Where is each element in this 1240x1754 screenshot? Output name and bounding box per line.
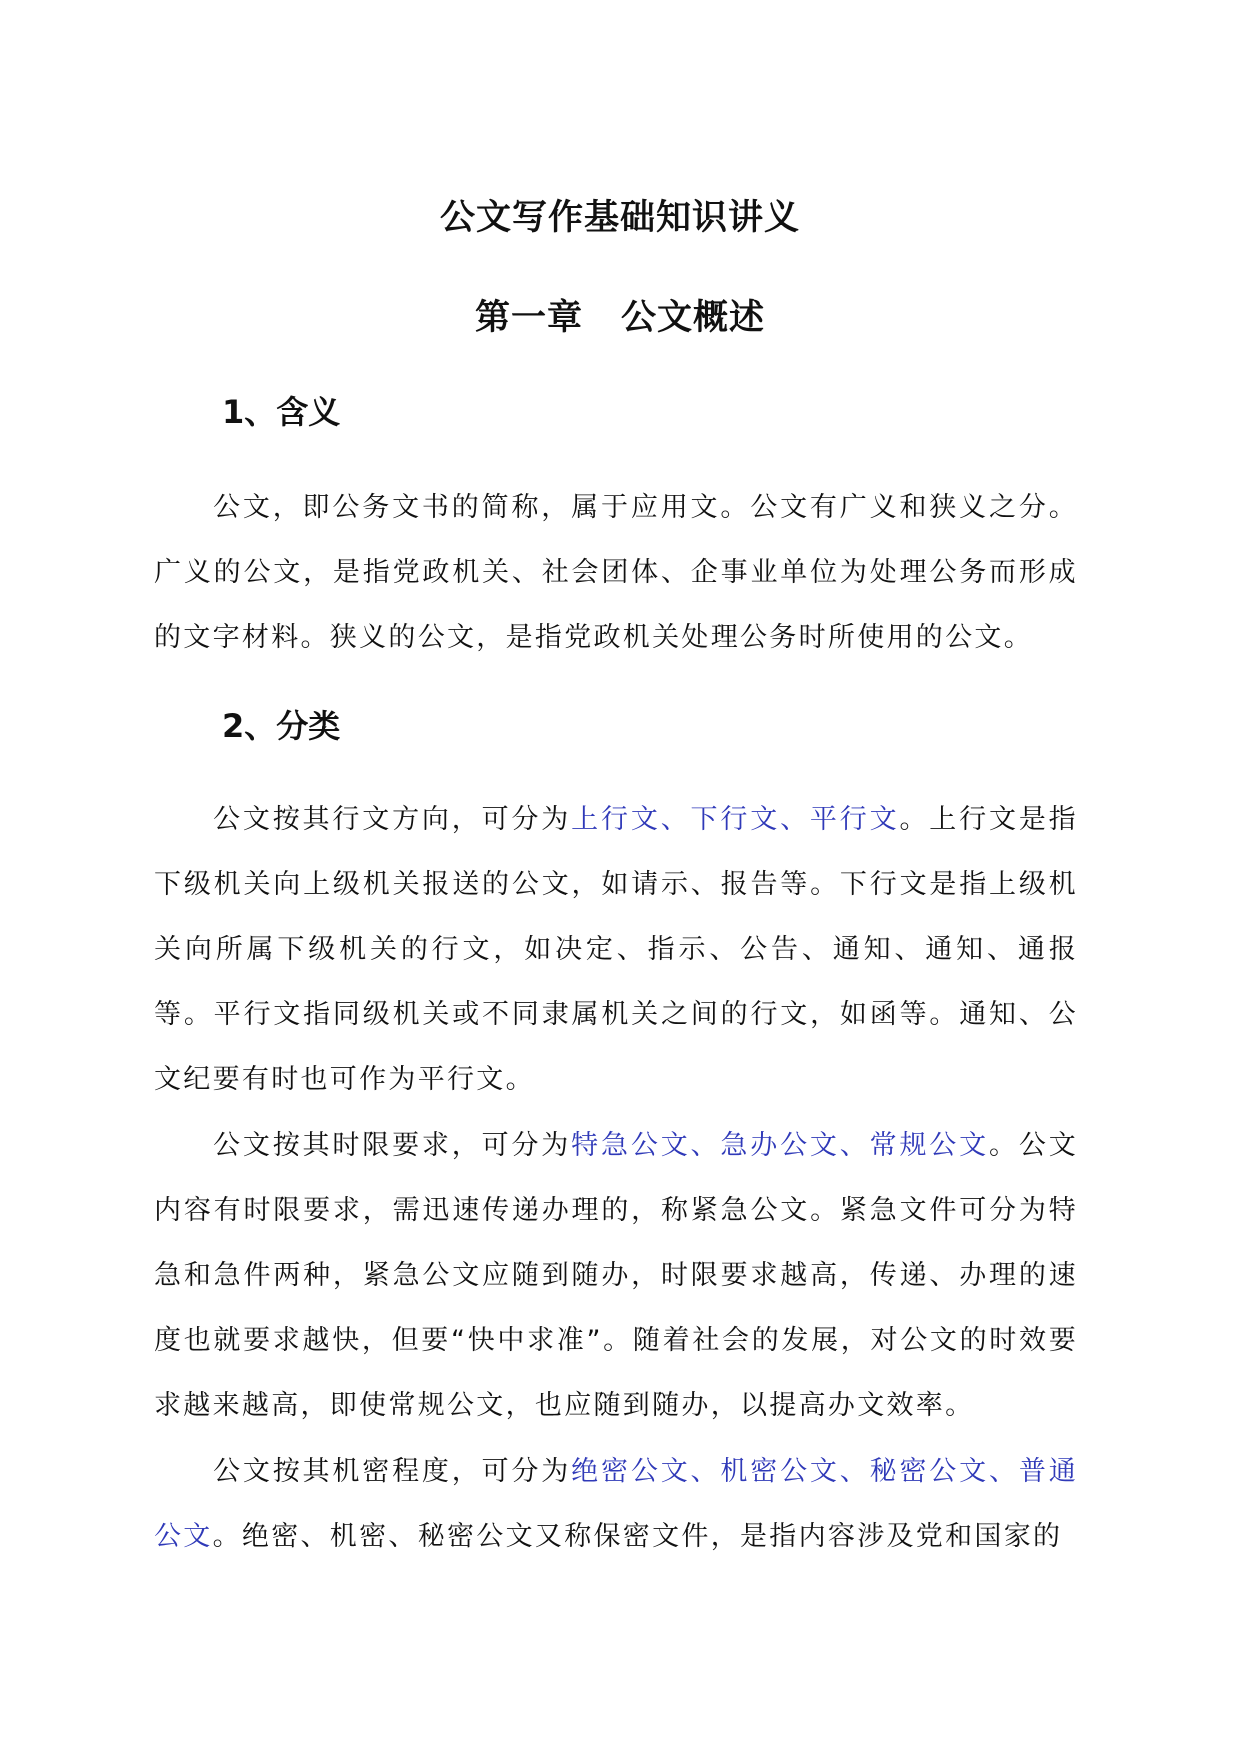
paragraph-text: 公文按其机密程度，可分为 bbox=[213, 1456, 572, 1487]
highlighted-term: 上行文、下行文、平行文 bbox=[571, 804, 900, 835]
paragraph-text: 。绝密、机密、秘密公文又称保密文件，是指内容涉及党和国家的 bbox=[212, 1521, 1063, 1552]
highlighted-term: 特急公文、急办公文、常规公文 bbox=[571, 1130, 989, 1161]
section-heading-classification: 2、分类 bbox=[222, 707, 341, 745]
paragraph-text: 。公文内容有时限要求，需迅速传递办理的，称紧急公文。紧急文件可分为特急和急件两种，紧急公文应随到随办，时限要求越高，传递、办理的速度也就要求越快，但要“快中求准”。随着社会的发展，对公文的时效要求越来越高，即使常规公文，也应随到随办，以提高办文效率。 bbox=[154, 1130, 1078, 1421]
chapter-name: 公文概述 bbox=[621, 298, 766, 338]
chapter-number: 第一章 bbox=[474, 298, 583, 338]
paragraph-time-limit bbox=[154, 1113, 1078, 1438]
paragraph-direction bbox=[154, 787, 1078, 1112]
paragraph-meaning bbox=[154, 475, 1078, 670]
paragraph-secrecy bbox=[154, 1439, 1078, 1569]
paragraph-text: 公文，即公务文书的简称，属于应用文。公文有广义和狭义之分。广义的公文，是指党政机关、社会团体、企事业单位为处理公务而形成的文字材料。狭义的公文，是指党政机关处理公务时所使用的公文。 bbox=[154, 492, 1078, 653]
paragraph-text: 公文按其时限要求，可分为 bbox=[213, 1130, 572, 1161]
paragraph-text: 公文按其行文方向，可分为 bbox=[213, 804, 572, 835]
chapter-title bbox=[0, 296, 1240, 340]
paragraph-text: 。上行文是指下级机关向上级机关报送的公文，如请示、报告等。下行文是指上级机关向所属下级机关的行文，如决定、指示、公告、通知、通知、通报等。平行文指同级机关或不同隶属机关之间的行文，如函等。通知、公文纪要有时也可作为平行文。 bbox=[154, 804, 1078, 1095]
section-heading-meaning: 1、含义 bbox=[222, 393, 341, 431]
highlighted-term: 绝密公文、机密公文、秘密公文、普通公文 bbox=[154, 1456, 1078, 1552]
document-title: 公文写作基础知识讲义 bbox=[439, 198, 800, 238]
